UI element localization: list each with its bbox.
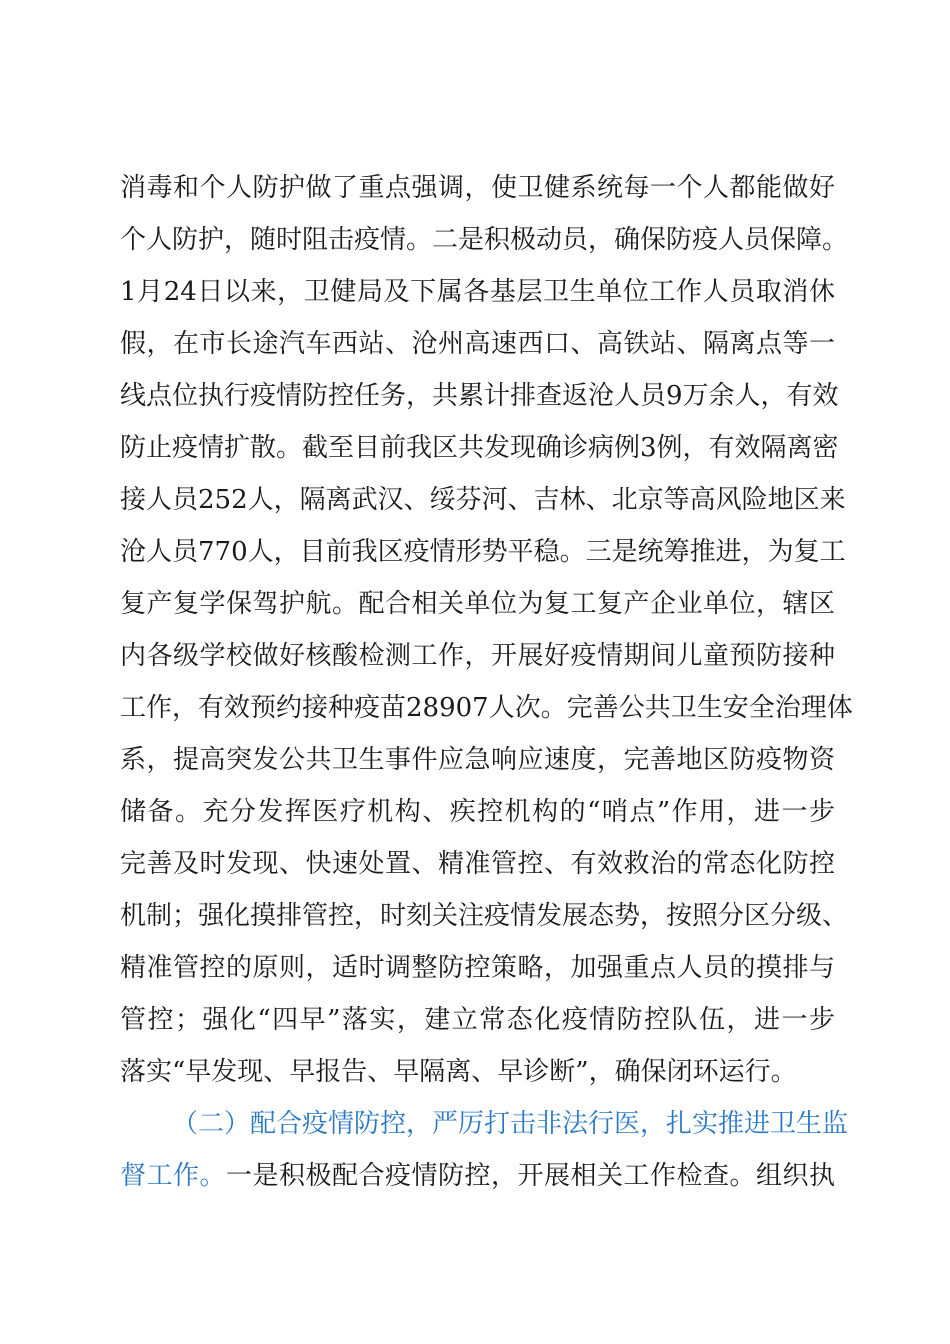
text-line: 工作，有效预约接种疫苗28907人次。完善公共卫生安全治理体 [120,693,853,723]
text-line: 完善及时发现、快速处置、精准管控、有效救治的常态化防控 [120,849,835,879]
section-heading-line [172,1104,849,1144]
text-line: 个人防护，随时阻击疫情。二是积极动员，确保防疫人员保障。 [120,225,849,255]
text-line: 系，提高突发公共卫生事件应急响应速度，完善地区防疫物资 [120,745,835,775]
text-line: 复产复学保驾护航。配合相关单位为复工复产企业单位，辖区 [120,589,835,619]
text-line: 防止疫情扩散。截至目前我区共发现确诊病例3例，有效隔离密 [120,433,839,463]
text-line: 储备。充分发挥医疗机构、疾控机构的“哨点”作用，进一步 [120,797,835,827]
section-heading-end: 督工作。 [120,1161,226,1191]
text-line: 接人员252人，隔离武汉、绥芬河、吉林、北京等高风险地区来 [120,485,846,515]
text-line: 管控；强化“四早”落实，建立常态化疫情防控队伍，进一步 [120,1005,835,1035]
text-line: 内各级学校做好核酸检测工作，开展好疫情期间儿童预防接种 [120,641,835,671]
text-line [120,1156,835,1196]
section-heading: （二）配合疫情防控，严厉打击非法行医，扎实推进卫生监 [172,1109,849,1139]
text-line: 线点位执行疫情防控任务，共累计排查返沧人员9万余人，有效 [120,381,839,411]
text-line: 假，在市长途汽车西站、沧州高速西口、高铁站、隔离点等一 [120,329,835,359]
text-line: 机制；强化摸排管控，时刻关注疫情发展态势，按照分区分级、 [120,901,849,931]
text-line: 落实“早发现、早报告、早隔离、早诊断”，确保闭环运行。 [120,1057,797,1087]
text-line: 沧人员770人，目前我区疫情形势平稳。三是统筹推进，为复工 [120,537,846,567]
text-line: 1月24日以来，卫健局及下属各基层卫生单位工作人员取消休 [120,277,835,307]
text-line: 精准管控的原则，适时调整防控策略，加强重点人员的摸排与 [120,953,835,983]
body-text: 一是积极配合疫情防控，开展相关工作检查。组织执 [226,1161,835,1191]
text-line: 消毒和个人防护做了重点强调，使卫健系统每一个人都能做好 [120,173,835,203]
